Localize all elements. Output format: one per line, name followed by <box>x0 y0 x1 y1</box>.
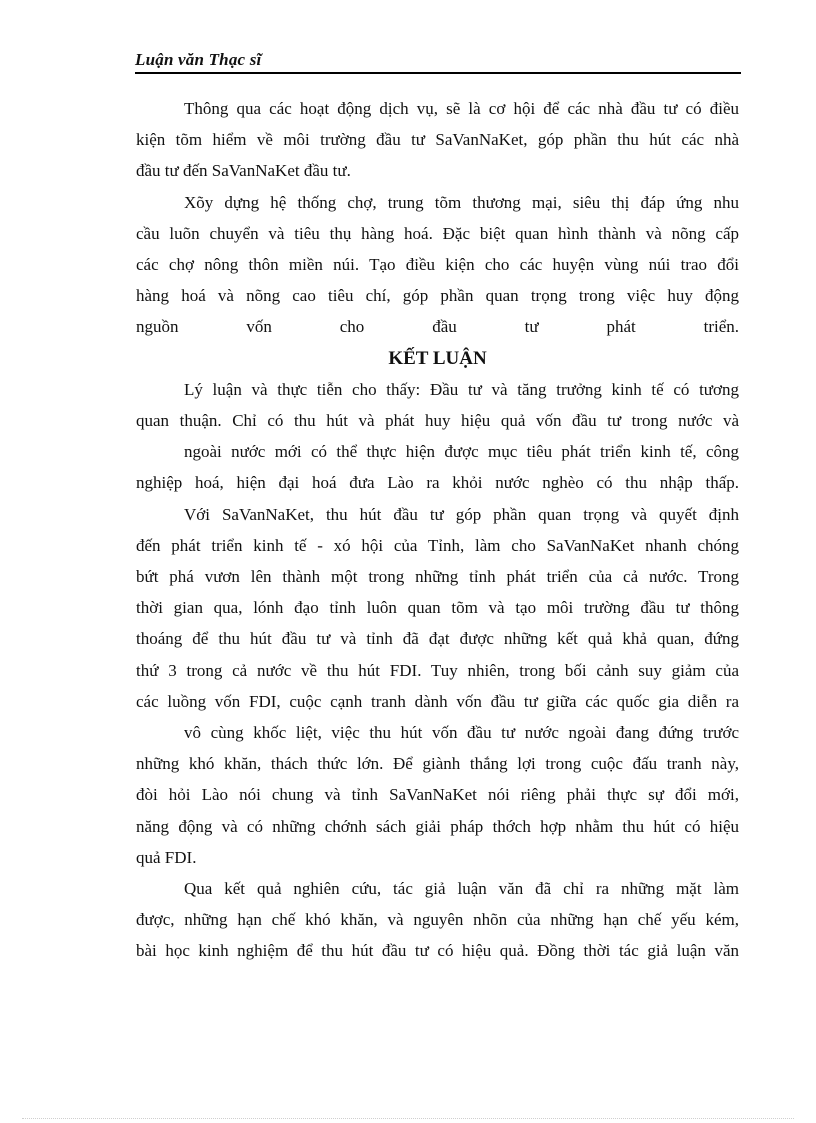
text-line: những khó khăn, thách thức lớn. Để giành thắng lợi trong cuộc đấu tranh này, <box>136 754 739 774</box>
document-body <box>136 93 739 967</box>
text-line: hàng hoá và nõng cao tiêu chí, góp phần quan trọng trong việc huy động <box>136 286 739 306</box>
conclusion-heading: KẾT LUẬN <box>388 347 487 369</box>
page-bottom-divider <box>22 1118 794 1119</box>
text-line: năng động và có những chớnh sách giải pháp thớch hợp nhằm thu hút có hiệu <box>136 816 739 836</box>
text-line: các luồng vốn FDI, cuộc cạnh tranh dành vốn đầu tư giữa các quốc gia diễn ra <box>136 691 739 711</box>
text-line: đầu tư đến SaVanNaKet đầu tư. <box>136 161 351 181</box>
text-line: cầu luõn chuyển và tiêu thụ hàng hoá. Đặc biệt quan hình thành và nõng cấp <box>136 223 739 243</box>
text-line: quả FDI. <box>136 847 197 867</box>
paragraph-markets <box>136 187 739 343</box>
text-line: Lý luận và thực tiễn cho thấy: Đầu tư và tăng trưởng kinh tế có tương <box>184 379 739 399</box>
text-line: Qua kết quả nghiên cứu, tác giả luận văn đã chỉ ra những mặt làm <box>184 879 739 899</box>
header-title: Luận văn Thạc sĩ <box>135 50 262 69</box>
text-line: thời gian qua, lónh đạo tỉnh luôn quan tõm và tạo môi trường đầu tư thông <box>136 598 739 618</box>
text-line: bài học kinh nghiệm để thu hút đầu tư có hiệu quả. Đồng thời tác giả luận văn <box>136 941 739 961</box>
paragraph-services <box>136 93 739 187</box>
text-line: thứ 3 trong cả nước về thu hút FDI. Tuy nhiên, trong bối cảnh suy giảm của <box>136 660 739 680</box>
paragraph-conclusion-3 <box>136 873 739 967</box>
text-line: được, những hạn chế khó khăn, và nguyên nhõn của những hạn chế yếu kém, <box>136 910 739 930</box>
text-line: Xõy dựng hệ thống chợ, trung tõm thương mại, siêu thị đáp ứng nhu <box>184 192 739 212</box>
text-line: Thông qua các hoạt động dịch vụ, sẽ là cơ hội để các nhà đầu tư có điều <box>184 99 739 118</box>
text-line: đòi hỏi Lào nói chung và tỉnh SaVanNaKet nói riêng phải thực sự đổi mới, <box>136 785 739 805</box>
text-line: đến phát triển kinh tế - xó hội của Tỉnh, làm cho SaVanNaKet nhanh chóng <box>136 535 739 555</box>
paragraph-conclusion-1 <box>136 374 739 499</box>
page-header <box>135 50 741 74</box>
text-line: kiện tõm hiểm về môi trường đầu tư SaVanNaKet, góp phần thu hút các nhà <box>136 130 739 150</box>
text-line: bứt phá vươn lên thành một trong những tỉnh phát triển của cả nước. Trong <box>136 567 739 587</box>
text-line: quan thuận. Chỉ có thu hút và phát huy hiệu quả vốn đầu tư trong nước và <box>136 411 739 431</box>
text-line: vô cùng khốc liệt, việc thu hút vốn đầu tư nước ngoài đang đứng trước <box>184 723 739 743</box>
text-line: Với SaVanNaKet, thu hút đầu tư góp phần quan trọng và quyết định <box>184 504 739 524</box>
text-line: nghiệp hoá, hiện đại hoá đưa Lào ra khỏi nước nghèo có thu nhập thấp. <box>136 473 739 493</box>
text-line: các chợ nông thôn miền núi. Tạo điều kiện cho các huyện vùng núi trao đổi <box>136 255 739 275</box>
text-line: ngoài nước mới có thể thực hiện được mục tiêu phát triển kinh tế, công <box>184 442 739 462</box>
paragraph-conclusion-2 <box>136 499 739 873</box>
text-line: thoáng để thu hút đầu tư và tỉnh đã đạt được những kết quả khả quan, đứng <box>136 629 739 649</box>
text-line: nguồn vốn cho đầu tư phát triển. <box>136 317 739 337</box>
